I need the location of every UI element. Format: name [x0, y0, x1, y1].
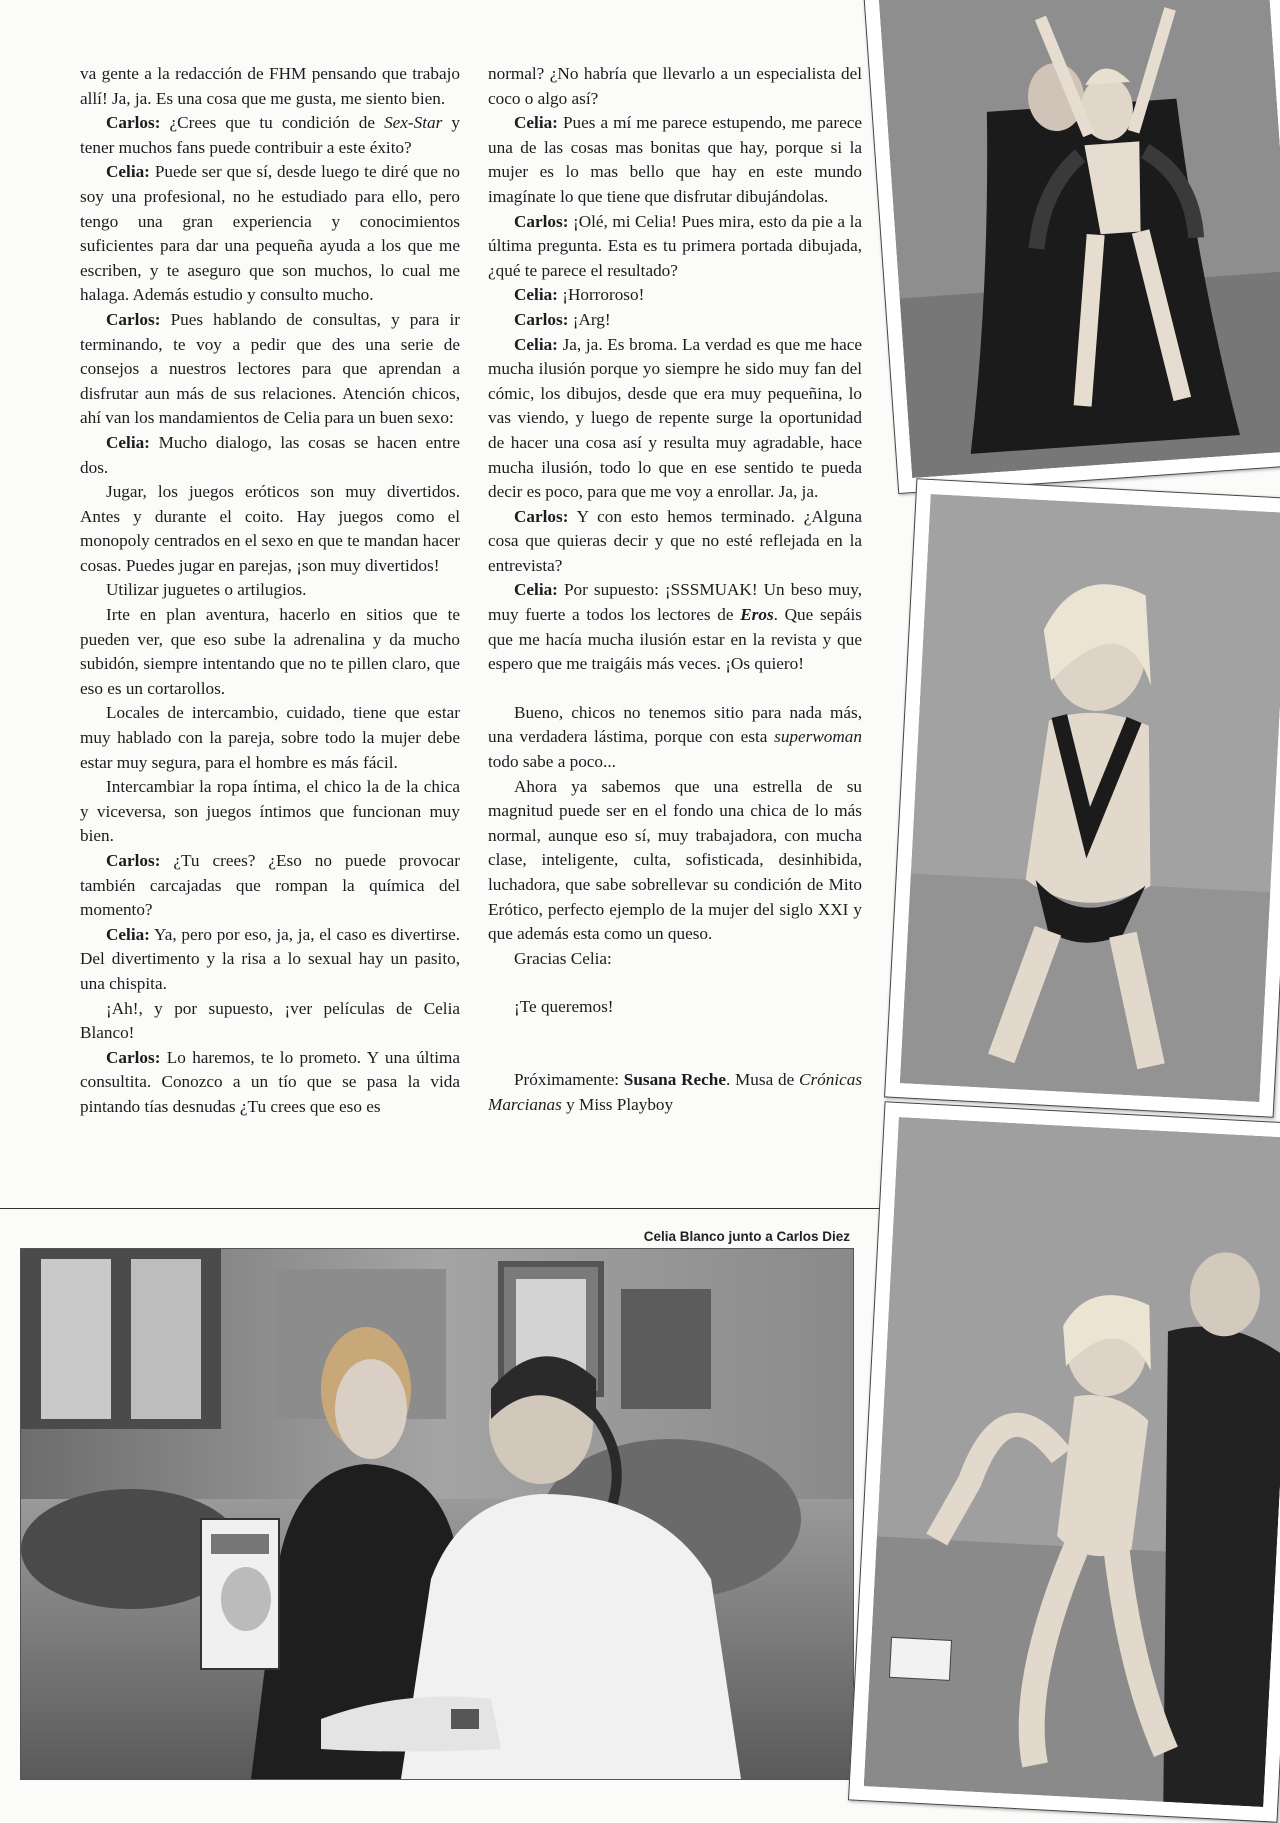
- paragraph: [80, 160, 460, 308]
- speaker-name: Celia:: [514, 580, 558, 600]
- paragraph-text: Irte en plan aventura, hacerlo en sitios que te pueden ver, que eso sube la adrenalina y da mucho subidón, siempre intentando que no te pillen claro, que eso es un cortarollos.: [80, 605, 460, 698]
- paragraph: [488, 333, 862, 505]
- paragraph: [488, 775, 862, 947]
- photo-frame-bottom: [848, 1101, 1280, 1823]
- paragraph: [80, 431, 460, 480]
- emphasis-text: Crónicas Marcianas: [488, 1069, 863, 1114]
- paragraph-text: Lo haremos, te lo prometo. Y una última consultita. Conozco a un tío que se pasa la vida pintando tías desnudas ¿Tu crees que eso es: [80, 1047, 460, 1116]
- paragraph: [488, 210, 862, 284]
- paragraph-text: Intercambiar la ropa íntima, el chico la de la chica y viceversa, son juegos íntimos que funcionan muy bien.: [80, 777, 460, 846]
- paragraph: [488, 947, 862, 972]
- paragraph: [80, 308, 460, 431]
- speaker-name: Celia:: [106, 924, 150, 944]
- paragraph: [80, 923, 460, 997]
- paragraph-text: Pues a mí me parece estupendo, me parece una de las cosas mas bonitas que hay, porque si la mujer es lo mas bello que hay en este mundo imagínate lo que tiene que disfrutar dibujándolas.: [488, 113, 863, 206]
- paragraph-text: va gente a la redacción de FHM pensando que trabajo allí! Ja, ja. Es una cosa que me gusta, me siento bien.: [80, 64, 460, 108]
- paragraph: [488, 1068, 862, 1117]
- paragraph: [80, 578, 460, 603]
- paragraph-text: Ja, ja. Es broma. La verdad es que me hace mucha ilusión porque yo siempre he sido muy fan del cómic, los dibujos, desde que era muy pequeñina, lo vas viendo, y luego de repente surge la oportunidad de hacer una cosa así y resulta muy agradable, hace mucha ilusión, todo lo que en ese sentido te pueda decir es poco, para que me voy a enrollar. Ja, ja.: [488, 334, 862, 502]
- paragraph-text: ¡Te queremos!: [514, 997, 614, 1017]
- bold-name: Susana Reche: [623, 1069, 726, 1089]
- emphasis-text: superwoman: [774, 727, 862, 747]
- paragraph: [488, 995, 862, 1020]
- paragraph: [80, 849, 460, 923]
- paragraph-text: Bueno, chicos no tenemos sitio para nada más, una verdadera lástima, porque con esta: [488, 702, 862, 747]
- photo-frame-middle: [884, 478, 1280, 1118]
- paragraph-text: Y con esto hemos terminado. ¿Alguna cosa que quieras decir y que no esté reflejada en la entrevista?: [488, 506, 862, 575]
- paragraph-text: Ahora ya sabemos que una estrella de su magnitud puede ser en el fondo una chica de lo más normal, aunque eso sí, muy trabajadora, con mucha clase, inteligente, culta, sofisticada, desinhibida, luchadora, que sabe sobrellevar su condición de Mito Erótico, perfecto ejemplo de la mujer del siglo XXI y que además esta como un queso.: [488, 776, 862, 944]
- paragraph: [488, 578, 862, 676]
- paragraph-text: Utilizar juguetes o artilugios.: [106, 580, 307, 600]
- paragraph-text: y tener muchos fans puede contribuir a este éxito?: [80, 113, 461, 157]
- interview-photo: [20, 1248, 854, 1780]
- speaker-name: Carlos:: [514, 506, 569, 526]
- paragraph-text: ¡Ah!, y por supuesto, ¡ver películas de Celia Blanco!: [80, 998, 460, 1043]
- paragraph: [80, 1046, 460, 1120]
- paragraph: [488, 701, 862, 775]
- speaker-name: Celia:: [514, 334, 558, 354]
- paragraph-text: . Que sepáis que me hacía mucha ilusión estar en la revista y que espero que me traigáis más veces. ¡Os quiero!: [488, 605, 862, 674]
- paragraph-text: ¡Olé, mi Celia! Pues mira, esto da pie a la última pregunta. Esta es tu primera portada dibujada, ¿qué te parece el resultado?: [488, 211, 862, 280]
- paragraph-text: Gracias Celia:: [514, 948, 612, 968]
- paragraph: [488, 505, 862, 579]
- speaker-name: Carlos:: [514, 309, 569, 329]
- paragraph: [488, 62, 862, 111]
- paragraph-text: ¡Horroroso!: [562, 285, 645, 305]
- paragraph-text: . Musa de: [725, 1069, 799, 1089]
- paragraph-text: Jugar, los juegos eróticos son muy divertidos. Antes y durante el coito. Hay juegos como el monopoly centrados en el sexo en que te mandan hacer cosas. Puedes jugar en parejas, ¡son muy divertidos!: [80, 482, 460, 575]
- paragraph-text: ¿Tu crees? ¿Eso no puede provocar también carcajadas que rompan la química del momento?: [80, 851, 460, 920]
- paragraph-text: normal? ¿No habría que llevarlo a un especialista del coco o algo así?: [488, 64, 862, 108]
- paragraph-text: todo sabe a poco...: [488, 752, 616, 772]
- emphasis-text: Sex-Star: [384, 113, 443, 133]
- paragraph-text: Pues hablando de consultas, y para ir terminando, te voy a pedir que des una serie de consejos a nuestros lectores para que aprendan a disfrutar aun más de sus relaciones. Atención chicos, ahí van los mandamientos de Celia para un buen sexo:: [80, 309, 461, 428]
- paragraph-text: y Miss Playboy: [561, 1094, 674, 1114]
- article-column-left: [80, 62, 460, 1120]
- paragraph-text: ¡Arg!: [572, 309, 611, 329]
- speaker-name: Carlos:: [106, 1047, 161, 1067]
- speaker-name: Carlos:: [106, 309, 161, 329]
- paragraph-text: Ya, pero por eso, ja, ja, el caso es divertirse. Del divertimento y la risa a lo sexual hay un pasito, una chispita.: [80, 924, 460, 993]
- paragraph: [488, 111, 862, 209]
- paragraph: [80, 997, 460, 1046]
- paragraph: [80, 603, 460, 701]
- paragraph: [80, 480, 460, 578]
- paragraph: [80, 701, 460, 775]
- photo-frame-top: [863, 0, 1280, 494]
- paragraph: [80, 62, 460, 111]
- paragraph: [80, 775, 460, 849]
- section-divider: [0, 1208, 880, 1209]
- paragraph-text: ¿Crees que tu condición de: [169, 113, 385, 133]
- speaker-name: Carlos:: [514, 211, 569, 231]
- paragraph-text: Locales de intercambio, cuidado, tiene que estar muy hablado con la pareja, sobre todo la mujer debe estar muy segura, para el hombre es más fácil.: [80, 703, 460, 772]
- paragraph-text: Puede ser que sí, desde luego te diré que no soy una profesional, no he estudiado para ello, pero tengo una gran experiencia y conocimientos suficientes para dar una pequeña ayuda a los que me escriben, y te aseguro que son muchos, lo cual me halaga. Además estudio y consulto mucho.: [80, 162, 460, 305]
- paragraph: [80, 111, 460, 160]
- emphasis-text: Eros: [740, 605, 774, 625]
- article-column-right: [488, 62, 862, 1117]
- paragraph-text: Mucho dialogo, las cosas se hacen entre dos.: [80, 432, 460, 477]
- paragraph-text: Por supuesto: ¡SSSMUAK! Un beso muy, muy fuerte a todos los lectores de: [488, 580, 862, 625]
- speaker-name: Celia:: [106, 162, 150, 182]
- paragraph: [488, 308, 862, 333]
- speaker-name: Celia:: [106, 432, 150, 452]
- speaker-name: Carlos:: [106, 851, 161, 870]
- paragraph-text: Próximamente:: [514, 1069, 624, 1089]
- speaker-name: Carlos:: [106, 113, 161, 133]
- speaker-name: Celia:: [514, 285, 558, 305]
- photo-caption: Celia Blanco junto a Carlos Diez: [643, 1229, 850, 1244]
- speaker-name: Celia:: [514, 113, 558, 133]
- paragraph: [488, 283, 862, 308]
